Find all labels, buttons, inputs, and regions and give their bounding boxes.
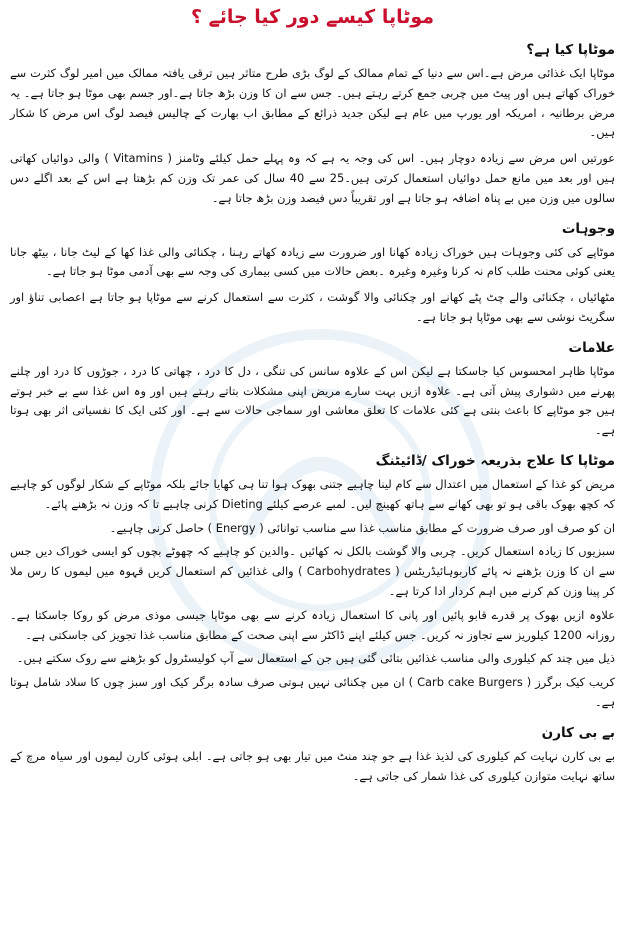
paragraph: علاوہ ازیں بھوک پر قدرے قابو پائیں اور پانی کا استعمال زیادہ کرنے سے بھی موٹاپا جیسی موذی مرض کو روکا جاسکتا ہے۔ روزانہ 1200 کیلوریز سے تجاوز نہ کریں۔ جس کیلئے اپنے ڈاکٹر سے اپنی صحت کے مطابق مناسب غذا تجویز کی جاسکتی ہے۔ [10, 607, 615, 642]
paragraph: بے بی کارن نہایت کم کیلوری کی لذیذ غذا ہے جو چند منٹ میں تیار بھی ہو جاتی ہے۔ ابلی ہوئی کارن لیموں اور سیاہ مرچ کے ساتھ نہایت متوازن کیلوری کی غذا شمار کی جاتی ہے۔ [10, 748, 615, 783]
section-heading: علامات [568, 339, 615, 356]
section-heading: وجوہات [561, 220, 615, 237]
paragraph: موٹاپا ظاہر امحسوس کیا جاسکتا ہے لیکن اس کے علاوہ سانس کی تنگی ، دل کا درد ، چھاتی کا درد ، جوڑوں کا درد اور چلنے پھرنے میں دشواری پیش آتی ہے۔ علاوہ ازیں بہت سارے مریض اپنی مشکلات بتاتے رہتے ہیں اور وہ اس غذا سے بے خبر ہوتے ہیں جو موٹاپے کا باعث بنتی ہے کئی علامات کا تعلق معاشی اور سماجی حالات سے ہے۔ اور کئی ایک کا نفسیاتی اثر بھی ہوتا ہے۔ [10, 363, 615, 438]
section-what-is-obesity [10, 40, 615, 209]
paragraph: عورتیں اس مرض سے زیادہ دوچار ہیں۔ اس کی وجہ یہ ہے کہ وہ پہلے حمل کیلئے وٹامنز ( Vitamins ) والی دوائیاں کھاتی ہیں اور بعد میں مانع حمل دوائیاں استعمال کرتی ہیں۔25 سے 40 سال کی عمر تک وزن کم بڑھتا ہے اس کے بعد اگلے دس سالوں میں وزن میں بے پناہ اضافہ ہو جاتا ہے اور تقریباً دس فیصد وزن بڑھ جاتا ہے۔ [10, 151, 616, 205]
section-causes [10, 219, 615, 328]
paragraph: سبزیوں کا زیادہ استعمال کریں۔ چربی والا گوشت بالکل نہ کھائیں ۔والدین کو چاہیے کہ چھوٹے بچوں کو ایسی خوراک دیں جس سے ان کا وزن بڑھنے نہ پائے کاربوہائیڈریٹس ( Carbohydrates ) والی غذائیں کم استعمال کریں قہوہ میں لیموں کا رس ملا کر پینا وزن کم کرنے میں اہم کردار ادا کرتا ہے۔ [10, 544, 615, 598]
paragraph: مٹھائیاں ، چکنائی والے چٹ پٹے کھانے اور چکنائی والا گوشت ، کثرت سے استعمال کرنے سے موٹاپا ہو جاتا ہے اعصابی تناؤ اور سگریٹ نوشی سے بھی موٹاپا ہو جاتا ہے۔ [10, 290, 615, 324]
paragraph: ذیل میں چند کم کیلوری والی مناسب غذائیں بتائی گئی ہیں جن کے استعمال سے آپ کولیسٹرول کو بڑھنے سے روک سکتے ہیں۔ [16, 651, 615, 666]
section-heading: بے بی کارن [541, 724, 615, 741]
section-heading: موٹاپا کیا ہے؟ [526, 42, 615, 58]
paragraph: موٹاپے کی کئی وجوہات ہیں خوراک زیادہ کھانا اور ضرورت سے زیادہ کھاتے رہنا ، چکنائی والی غذا کھا کے لیٹ جانا ، بیٹھ جانا یعنی کوئی محنت طلب کام نہ کرنا وغیرہ وغیرہ ۔بعض حالات میں کسی بیماری کی وجہ سے بھی آدمی موٹا ہو جاتا ہے۔ [10, 244, 615, 279]
section-symptoms [10, 338, 615, 441]
section-heading: موٹاپا کا علاج بذریعہ خوراک /ڈائیٹنگ [375, 452, 615, 469]
section-baby-corn [10, 723, 615, 787]
article-title: موٹاپا کیسے دور کیا جائے ؟ [190, 6, 435, 28]
paragraph: مریض کو غذا کے استعمال میں اعتدال سے کام لینا چاہیے جتنی بھوک ہوا تنا ہی کھایا جائے بلکہ موٹاپے کے شکار لوگوں کو چاہیے کہ کچھ بھوک باقی ہو تو بھی کھانے سے ہاتھ کھینچ لیں۔ لمبے عرصے کیلئے Dieting کرنی چاہیے تا کہ وزن نہ بڑھنے پائے۔ [10, 476, 615, 511]
paragraph: کریب کیک برگرز ( Carb cake Burgers ) ان میں چکنائی نہیں ہوتی صرف سادہ برگر کیک اور سبز چوں کا سلاد شامل ہوتا ہے۔ [10, 675, 615, 709]
paragraph: ان کو صرف اور صرف ضرورت کے مطابق مناسب غذا سے مناسب توانائی ( Energy ) حاصل کرنی چاہیے۔ [109, 520, 615, 535]
paragraph: موٹاپا ایک غذائی مرض ہے۔اس سے دنیا کے تمام ممالک کے لوگ بڑی طرح متاثر ہیں ترقی یافتہ ممالک میں امیر لوگ کثرت سے خوراک کھاتے ہیں اور پیٹ میں چربی جمع کرتے رہتے ہیں۔ جس سے ان کا وزن بڑھ جاتا ہے۔اور جسم بھی موٹا ہو جاتا ہے۔ یہ مرض برطانیہ ، امریکہ اور یورپ میں عام ہے لیکن جدید ذرائع کے مطابق اب بھارت کے چالیس فیصد لوگ اس مرض کا شکار ہیں۔ [10, 66, 615, 140]
section-treatment-diet [10, 451, 615, 713]
